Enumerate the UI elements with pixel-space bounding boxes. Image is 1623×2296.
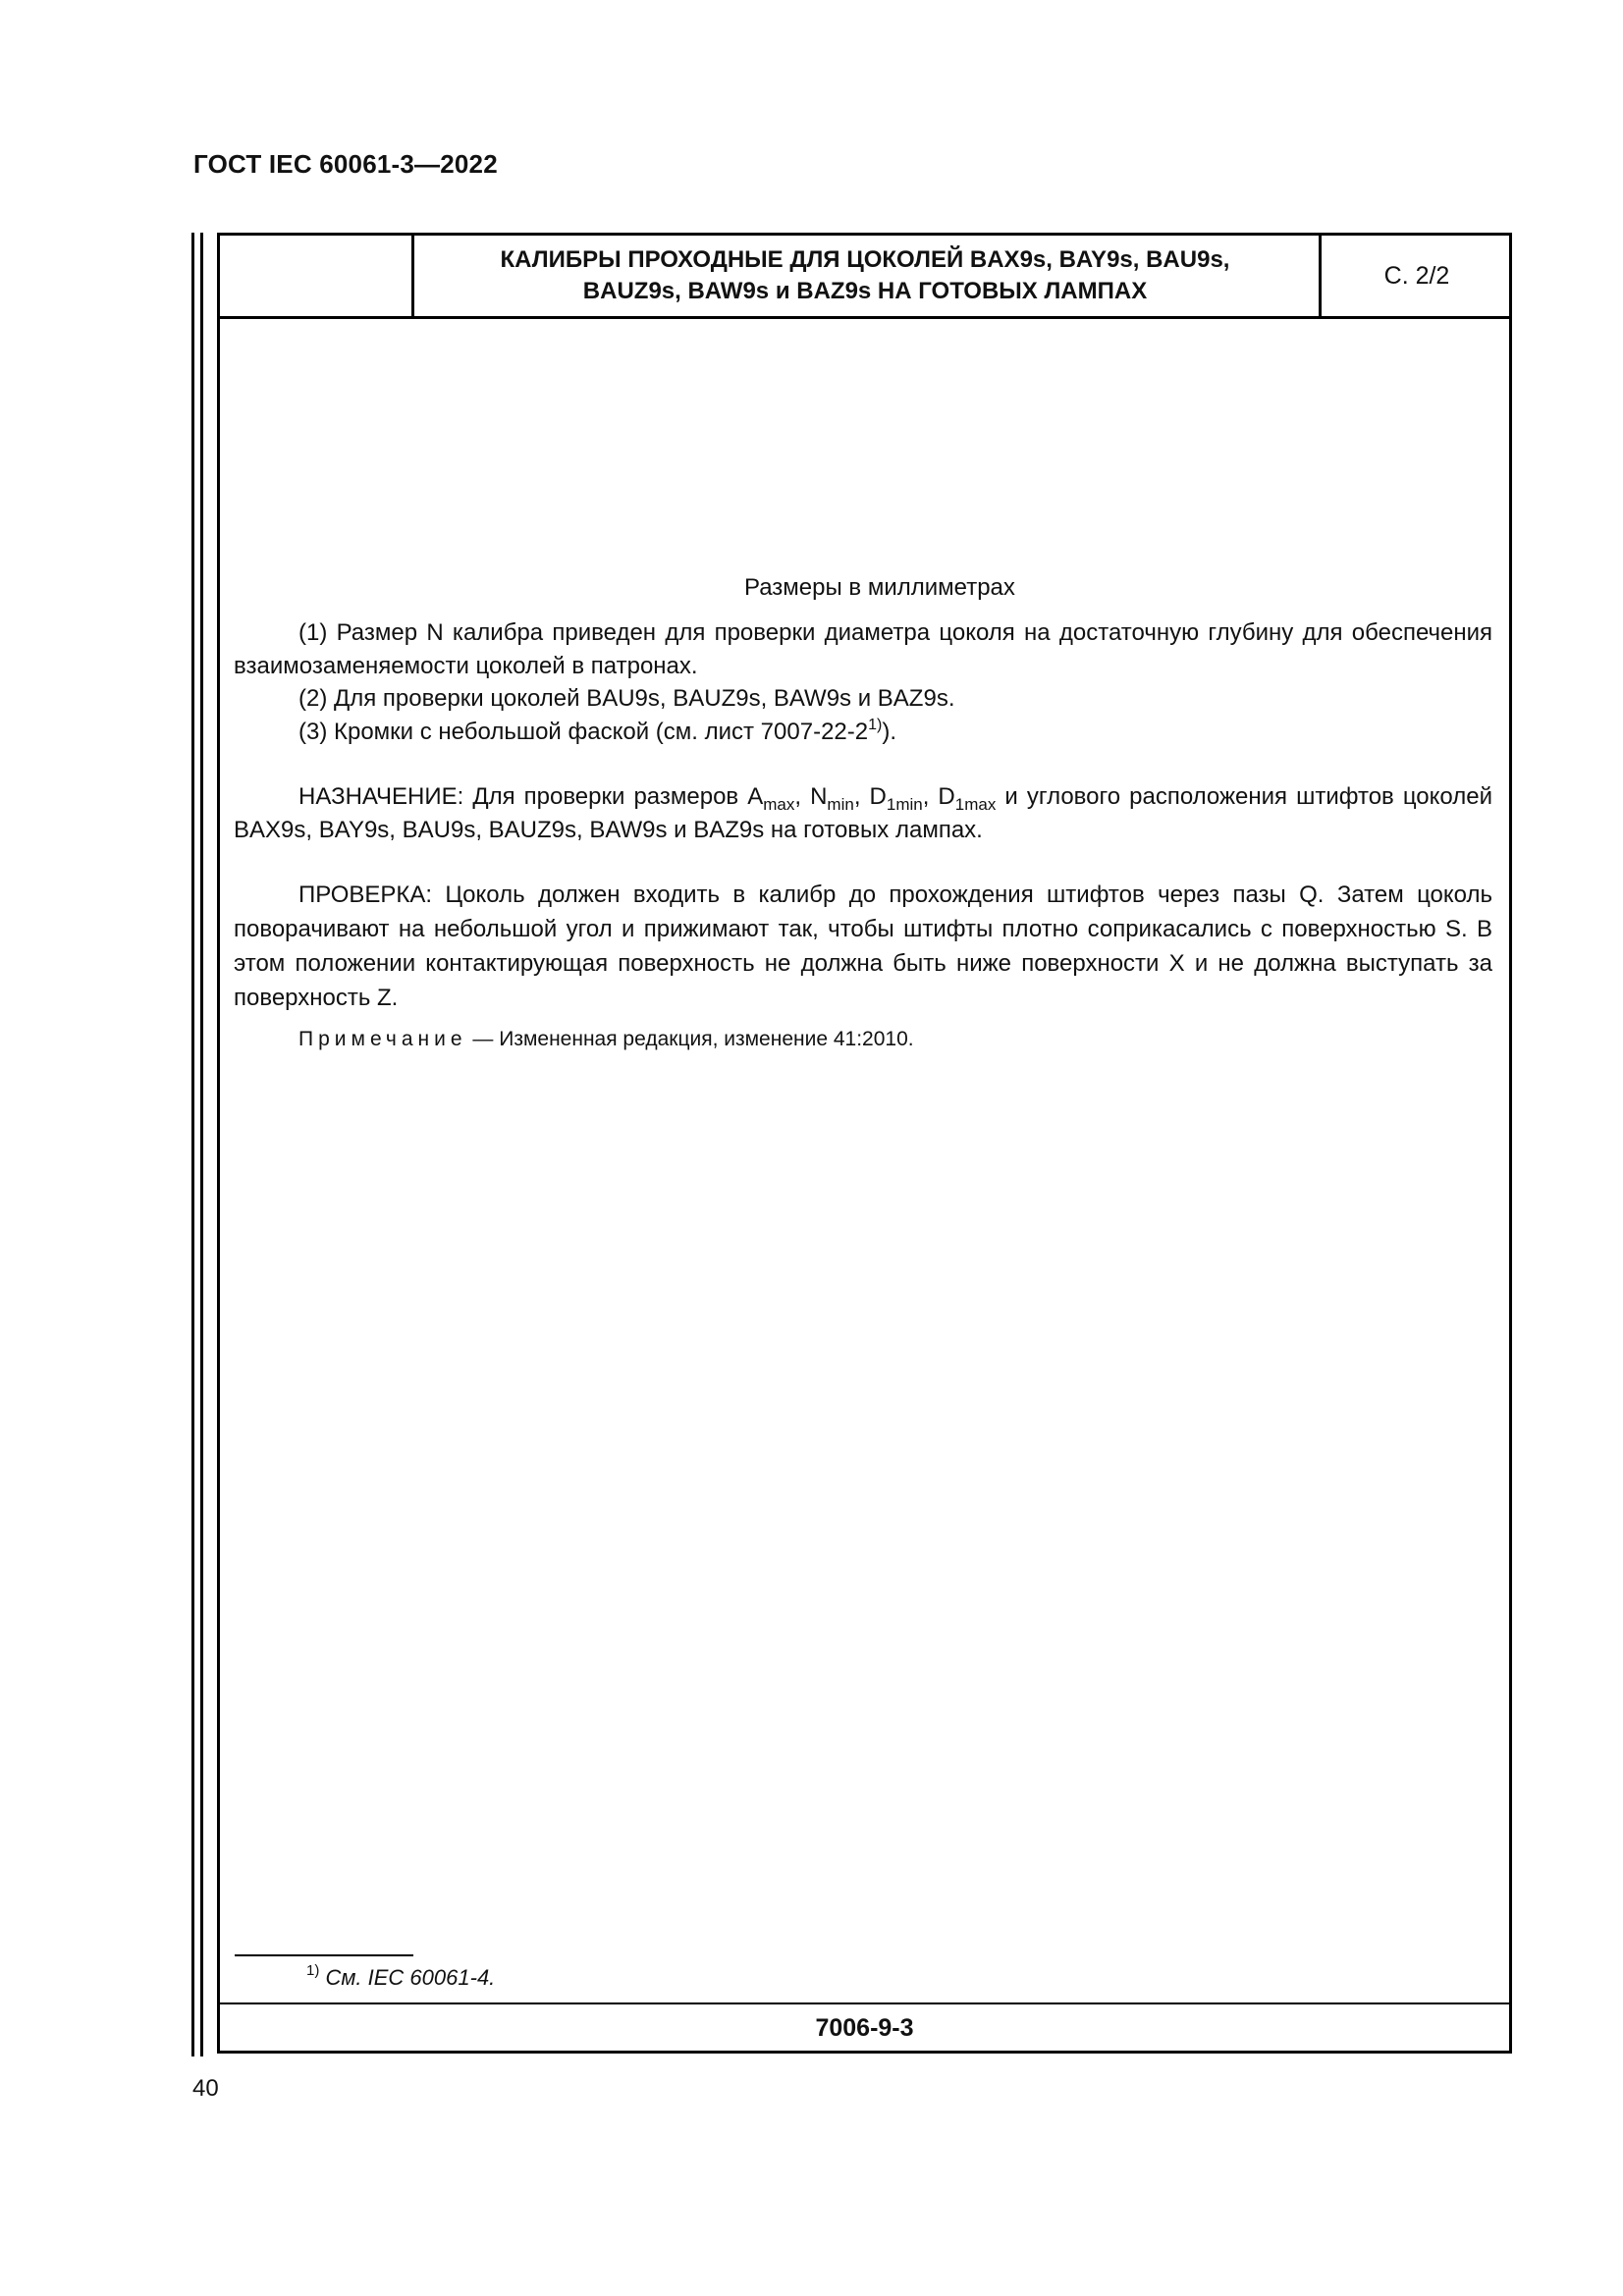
- sheet-page-ref: С. 2/2: [1319, 236, 1512, 316]
- page-number: 40: [192, 2075, 219, 2102]
- margin-double-line-left: [191, 233, 194, 2056]
- sheet-code: 7006-9-3: [220, 2002, 1509, 2053]
- footnote-ref: 1): [868, 716, 883, 733]
- sheet-title-line1: КАЛИБРЫ ПРОХОДНЫЕ ДЛЯ ЦОКОЛЕЙ BAX9s, BAY9s, BAU9s,: [500, 246, 1230, 273]
- check-paragraph: ПРОВЕРКА: Цоколь должен входить в калибр до прохождения штифтов через пазы Q. Затем цоколь поворачивают на небольшой угол и прижимают так, чтобы штифты плотно соприкасались с поверхностью S. В этом положении контактирующая поверхность не должна быть ниже поверхности X и не должна выступать за поверхность Z.: [234, 881, 1492, 1011]
- purpose-paragraph: НАЗНАЧЕНИЕ: Для проверки размеров $A_{max}$, $N_{min}$, $D_{1min}$, $D_{1max}$ и углового расположения штифтов цоколей BAX9s, BAY9s, BAU9s, BAUZ9s, BAW9s и BAZ9s на готовых лампах.: [234, 783, 1492, 843]
- amendment-note: [234, 1023, 1492, 1056]
- title-block-blank-cell: [220, 236, 414, 316]
- footnote: $^{1)}$ См. IEC 60061-4.: [306, 1962, 496, 1990]
- notes-block: [234, 616, 1492, 748]
- note-text: — Измененная редакция, изменение 41:2010.: [466, 1028, 914, 1050]
- sheet-title: [414, 236, 1316, 316]
- document-standard-header: ГОСТ IEC 60061-3—2022: [193, 149, 498, 179]
- check-block: [234, 878, 1492, 1015]
- sheet-frame: [217, 233, 1512, 2054]
- dimensions-note: Размеры в миллиметрах: [744, 574, 1015, 601]
- footnote-separator: [235, 1954, 413, 1956]
- note-label: Примечание: [298, 1028, 467, 1050]
- purpose-block: [234, 780, 1492, 846]
- title-block: [220, 236, 1509, 319]
- note-2: (2) Для проверки цоколей BAU9s, BAUZ9s, BAW9s и BAZ9s.: [298, 685, 955, 712]
- sheet-title-line2: BAUZ9s, BAW9s и BAZ9s НА ГОТОВЫХ ЛАМПАХ: [582, 278, 1148, 304]
- note-3: (3) Кромки с небольшой фаской (см. лист 7007-22-2$^{1)}$).: [298, 716, 897, 745]
- note-1: (1) Размер N калибра приведен для проверки диаметра цоколя на достаточную глубину для обеспечения взаимозаменяемости цоколей в патронах.: [234, 619, 1492, 679]
- margin-double-line-right: [200, 233, 203, 2056]
